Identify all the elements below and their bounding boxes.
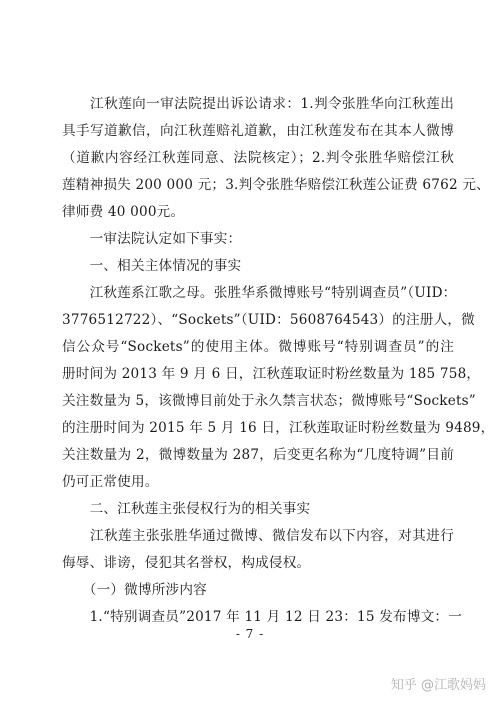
watermark: 知乎 @江歌妈妈 (390, 678, 486, 693)
text-line: 关注数量为 2，微博数量为 287，后变更名称为“几度特调”目前 (62, 447, 454, 463)
text-line: 律师费 40 000元。 (62, 204, 185, 220)
text-line: 的注册时间为 2015 年 5 月 16 日，江秋莲取证时粉丝数量为 9489， (62, 420, 495, 436)
text-line: 江秋莲向一审法院提出诉讼请求：1.判令张胜华向江秋莲出 (62, 96, 454, 112)
section-heading: 一、相关主体情况的事实 (62, 258, 242, 274)
text-line: 仍可正常使用。 (62, 474, 159, 490)
text-line: 江秋莲主张张胜华通过微博、微信发布以下内容，对其进行 (62, 528, 454, 544)
text-line: 江秋莲系江歌之母。张胜华系微博账号“特别调查员”（UID： (62, 285, 457, 301)
text-line: 一审法院认定如下事实： (62, 231, 242, 247)
text-line: 信公众号“Sockets”的使用主体。微博账号“特别调查员”的注 (62, 339, 454, 355)
text-line: 侮辱、诽谤，侵犯其名誉权，构成侵权。 (62, 555, 311, 571)
section-heading: 二、江秋莲主张侵权行为的相关事实 (62, 501, 311, 517)
text-line: 册时间为 2013 年 9 月 6 日，江秋莲取证时粉丝数量为 185 758， (62, 366, 481, 382)
text-line: 具手写道歉信，向江秋莲赔礼道歉，由江秋莲发布在其本人微博 (62, 123, 454, 139)
text-line: 1.“特别调查员”2017 年 11 月 12 日 23：15 发布博文：一 (62, 609, 462, 625)
text-line: 莲精神损失 200 000 元；3.判令张胜华赔偿江秋莲公证费 6762 元、 (62, 177, 490, 193)
text-line: 3776512722）、“Sockets”（UID：5608764543）的注册人，微 (62, 312, 475, 328)
text-line: 关注数量为 5，该微博目前处于永久禁言状态；微博账号“Sockets” (62, 393, 476, 409)
subsection-heading: （一）微博所涉内容 (62, 582, 207, 598)
text-line: （道歉内容经江秋莲同意、法院核定）；2.判令张胜华赔偿江秋 (62, 150, 454, 166)
page-number: - 7 - (235, 627, 265, 641)
